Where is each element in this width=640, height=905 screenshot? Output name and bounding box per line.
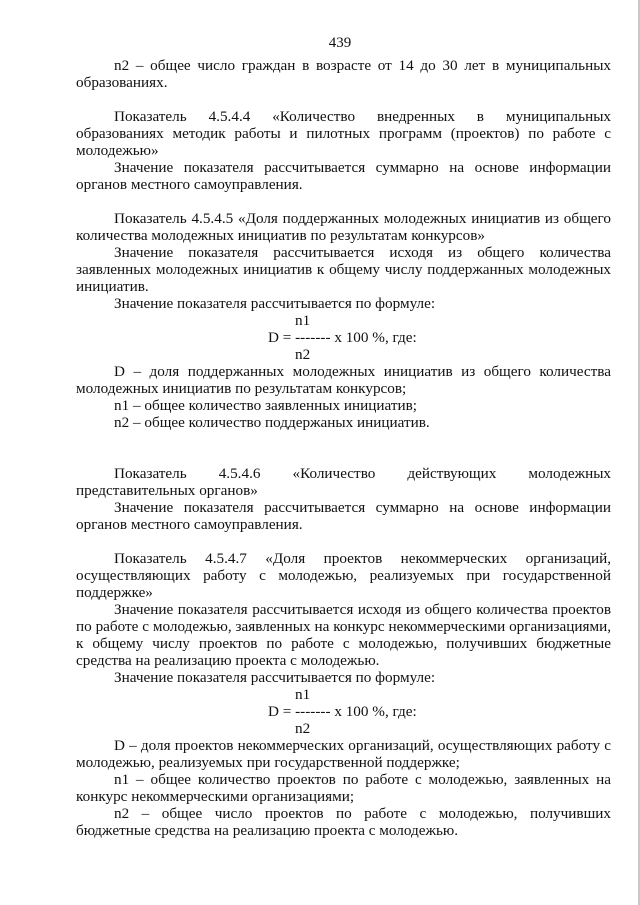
indicator-4-5-4-4-method: Значение показателя рассчитывается суммарно на основе информации органов местного самоуправления. (76, 159, 611, 193)
formula-denominator: n2 (295, 720, 311, 737)
formula-equation: D = ------- х 100 %, где: (268, 703, 417, 720)
definition-d: D – доля проектов некоммерческих организаций, осуществляющих работу с молодежью, реализуемых при государственной поддержке; (76, 737, 611, 771)
indicator-4-5-4-4-title: Показатель 4.5.4.4 «Количество внедренных в муниципальных образованиях методик работы и пилотных программ (проектов) по работе с молодежью» (76, 108, 611, 159)
paragraph-spacer (76, 91, 611, 108)
indicator-4-5-4-6-method: Значение показателя рассчитывается суммарно на основе информации органов местного самоуправления. (76, 499, 611, 533)
paragraph-n2-definition: n2 – общее число граждан в возрасте от 14 до 30 лет в муниципальных образованиях. (76, 57, 611, 91)
paragraph-spacer (76, 448, 611, 465)
indicator-4-5-4-7-method: Значение показателя рассчитывается исходя из общего количества проектов по работе с молодежью, заявленных на конкурс некоммерческими организациями, к общему числу проектов по работе с молодежью, получивших бюджетные средства на реализацию проекта с молодежью. (76, 601, 611, 669)
definition-n2: n2 – общее число проектов по работе с молодежью, получивших бюджетные средства на реализацию проекта с молодежью. (76, 805, 611, 839)
definition-n1: n1 – общее количество проектов по работе с молодежью, заявленных на конкурс некоммерческими организациями; (76, 771, 611, 805)
formula-equation: D = ------- х 100 %, где: (268, 329, 417, 346)
paragraph-spacer (76, 431, 611, 448)
formula-block (76, 686, 611, 737)
definition-d: D – доля поддержанных молодежных инициатив из общего количества молодежных инициатив по результатам конкурсов; (76, 363, 611, 397)
indicator-4-5-4-7-title: Показатель 4.5.4.7 «Доля проектов некоммерческих организаций, осуществляющих работу с молодежью, реализуемых при государственной поддержке» (76, 550, 611, 601)
page-number: 439 (328, 35, 352, 51)
formula-block (76, 312, 611, 363)
paragraph-spacer (76, 193, 611, 210)
formula-numerator: n1 (295, 312, 311, 329)
formula-intro: Значение показателя рассчитывается по формуле: (114, 669, 436, 686)
document-body (76, 57, 611, 839)
definition-n2: n2 – общее количество поддержаных инициатив. (114, 414, 430, 431)
formula-numerator: n1 (295, 686, 311, 703)
definition-n1: n1 – общее количество заявленных инициатив; (114, 397, 417, 414)
formula-intro: Значение показателя рассчитывается по формуле: (114, 295, 436, 312)
indicator-4-5-4-5-method: Значение показателя рассчитывается исходя из общего количества заявленных молодежных инициатив к общему числу поддержанных молодежных инициатив. (76, 244, 611, 295)
formula-denominator: n2 (295, 346, 311, 363)
paragraph-spacer (76, 533, 611, 550)
indicator-4-5-4-5-title: Показатель 4.5.4.5 «Доля поддержанных молодежных инициатив из общего количества молодежных инициатив по результатам конкурсов» (76, 210, 611, 244)
indicator-4-5-4-6-title: Показатель 4.5.4.6 «Количество действующих молодежных представительных органов» (76, 465, 611, 499)
